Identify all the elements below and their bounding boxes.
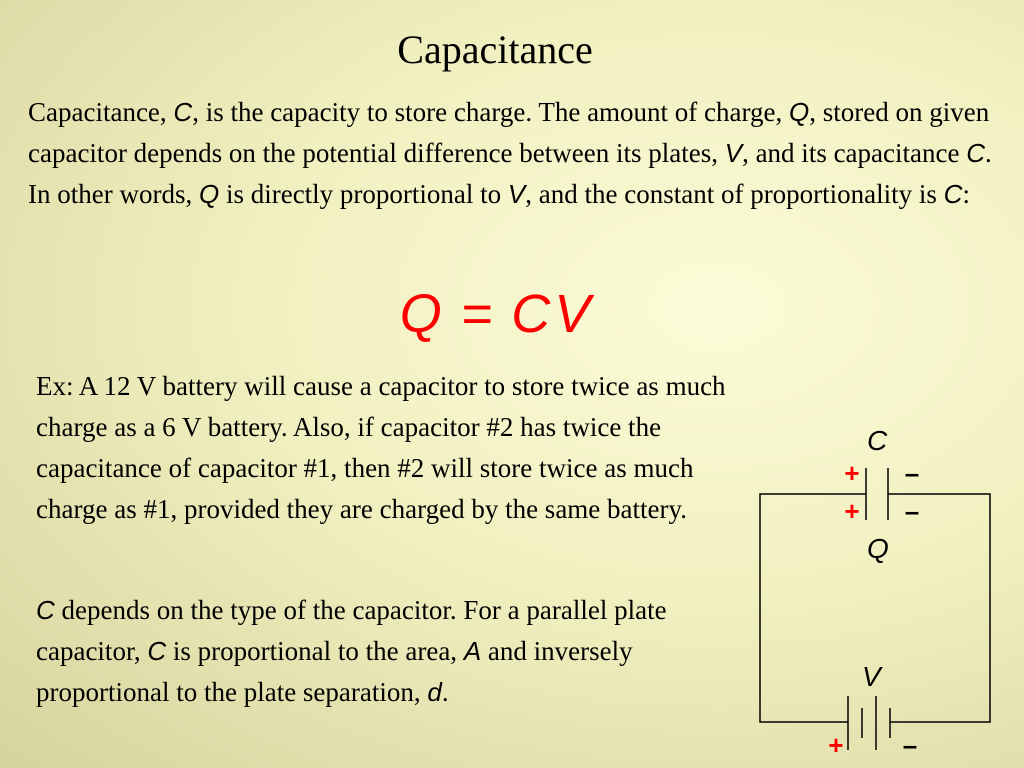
variable-v: V <box>507 179 526 209</box>
variable-c: C <box>966 138 985 168</box>
variable-c: C <box>173 97 193 127</box>
circuit-wire-top-left <box>760 494 866 722</box>
text-run: depends on the type of the capacitor. For a parallel plate capacitor, <box>36 595 667 666</box>
variable-a: A <box>463 636 482 666</box>
charge-label: Q <box>867 533 889 564</box>
equation-c: C <box>511 284 551 344</box>
slide-title: Capacitance <box>397 27 593 72</box>
plus-sign-bottom: + <box>844 496 860 526</box>
equation-equals: = <box>460 284 493 344</box>
text-run: . In other words, <box>28 138 992 209</box>
capacitor-circuit-diagram <box>740 420 1010 768</box>
text-run: , and its capacitance <box>742 138 967 168</box>
battery-plus-sign: + <box>828 730 844 760</box>
variable-q: Q <box>198 179 220 209</box>
variable-c: C <box>943 179 963 209</box>
capacitance-equation <box>0 282 990 346</box>
variable-v: V <box>724 138 743 168</box>
parallel-plate-paragraph <box>36 590 696 713</box>
text-run: , and the constant of proportionality is <box>525 179 944 209</box>
minus-sign-top: – <box>904 458 920 488</box>
equation-q: Q <box>399 284 442 344</box>
text-run: is directly proportional to <box>219 179 508 209</box>
text-run: is proportional to the area, <box>166 636 464 666</box>
circuit-wire-top-right <box>888 494 990 722</box>
variable-c: C <box>147 636 167 666</box>
variable-c: C <box>36 595 55 625</box>
plus-sign-top: + <box>844 458 860 488</box>
definition-paragraph <box>28 92 998 215</box>
text-run: Capacitance, <box>28 97 174 127</box>
text-run: and inversely proportional to the plate separation, <box>36 636 633 707</box>
voltage-label: V <box>862 661 881 692</box>
text-run: . <box>441 677 449 707</box>
text-run: : <box>962 179 970 209</box>
text-run: , is the capacity to store charge. The amount of charge, <box>192 97 789 127</box>
capacitor-label: C <box>867 425 888 456</box>
minus-sign-bottom: – <box>904 496 920 526</box>
variable-q: Q <box>789 97 810 127</box>
battery-minus-sign: – <box>902 730 918 760</box>
equation-v: V <box>554 284 591 344</box>
variable-d: d <box>427 677 442 707</box>
example-paragraph: Ex: A 12 V battery will cause a capacitor to store twice as much charge as a 6 V battery. Also, if capacitor #2 has twice the capacitance of capacitor #1, then #2 will store twice as much charge as #1, provided they are charged by the same battery. <box>36 371 726 524</box>
text-run: , stored on given capacitor depends on the potential difference between its plates, <box>28 97 990 168</box>
